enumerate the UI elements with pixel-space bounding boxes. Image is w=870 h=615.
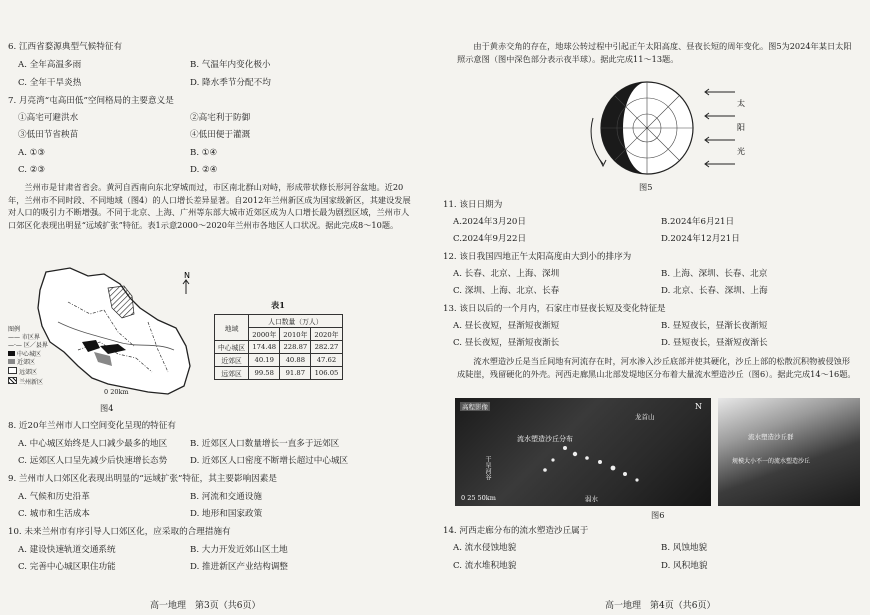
q11-option-a: A.2024年3月20日 <box>453 217 526 227</box>
table-cell: 99.58 <box>249 367 280 380</box>
q7-item-3: ③低田节省秧苗 <box>18 130 79 140</box>
legend-central <box>8 351 48 359</box>
q7-option-a: A. ①③ <box>18 148 46 158</box>
q10-option-c: C. 完善中心城区职住功能 <box>18 562 116 572</box>
q13-option-b: B. 昼短夜长，昼渐长夜渐短 <box>661 321 768 331</box>
legend-new-district <box>8 377 48 387</box>
table-header-population: 人口数量（万人） <box>249 315 342 328</box>
sunlight-char-1: 太 <box>737 99 745 108</box>
table-cell: 228.87 <box>280 341 311 354</box>
left-photo-label-river: 弱水 <box>585 495 598 503</box>
left-photo-label-dunes: 流水塑造沙丘分布 <box>517 435 573 443</box>
q12-stem: 12. 该日我国四地正午太阳高度由大到小的排序为 <box>443 252 632 262</box>
population-table <box>214 314 343 380</box>
q9-option-d: D. 地形和国家政策 <box>190 509 263 519</box>
left-photo-tag: 高程影像 <box>462 403 488 411</box>
q8-option-a: A. 中心城区始终是人口减少最多的地区 <box>18 439 168 449</box>
table-cell: 40.19 <box>249 354 280 367</box>
left-photo-mountain: 龙首山 <box>635 413 655 421</box>
legend-new-label: 兰州新区 <box>19 379 44 387</box>
q13-stem: 13. 该日以后的一个月内，石家庄市昼夜长短及变化特征是 <box>443 304 666 314</box>
figure-6-caption: 图6 <box>651 510 665 520</box>
table-cell: 91.87 <box>280 367 311 380</box>
left-photo-dune-dots <box>455 398 711 506</box>
legend-city-boundary: —— 市区界 <box>8 334 40 342</box>
q6-stem: 6. 江西省婺源典型气候特征有 <box>8 42 123 52</box>
q11-stem: 11. 该日日期为 <box>443 200 503 210</box>
figure-5-caption: 图5 <box>639 182 653 192</box>
q14-option-a: A. 流水侵蚀地貌 <box>453 543 517 553</box>
table-cell: 47.62 <box>311 354 342 367</box>
map-scale: 0 20km <box>104 388 129 396</box>
table-1-title: 表1 <box>271 300 285 310</box>
q6-option-d: D. 降水季节分配不均 <box>190 78 271 88</box>
q14-option-c: C. 流水堆积地貌 <box>453 561 517 571</box>
left-photo-label-valley: 干旱河谷 <box>484 456 491 480</box>
q7-option-c: C. ②③ <box>18 165 46 175</box>
figure-4-caption: 图4 <box>100 403 114 413</box>
table-year-2000: 2000年 <box>249 328 280 341</box>
table-row <box>215 367 343 380</box>
sunlight-arrows <box>705 89 735 167</box>
q11-option-b: B.2024年6月21日 <box>661 217 735 227</box>
legend-exurban-swatch <box>8 367 17 374</box>
legend-exurban-label: 远郊区 <box>19 369 38 377</box>
q10-stem: 10. 未来兰州市有序引导人口郊区化，应采取的合理措施有 <box>8 527 231 537</box>
table-header-region: 地域 <box>215 315 249 341</box>
legend-central-label: 中心城区 <box>17 350 42 358</box>
q7-stem: 7. 月亮湾“屯高田低”空间格局的主要意义是 <box>8 96 174 106</box>
q7-option-b: B. ①④ <box>190 148 218 158</box>
legend-suburban-swatch <box>8 359 15 364</box>
q13-option-c: C. 昼长夜短，昼渐短夜渐长 <box>453 338 560 348</box>
q12-option-a: A. 长春、北京、上海、深圳 <box>453 269 560 279</box>
sunlight-char-2: 阳 <box>737 123 745 132</box>
q7-item-2: ②高宅利于防御 <box>190 113 251 123</box>
rotation-arrowhead-icon <box>600 160 606 166</box>
right-photo-label-sizes: 规模大小不一的流水塑造沙丘 <box>732 458 811 465</box>
q12-option-d: D. 北京、长春、深圳、上海 <box>661 286 768 296</box>
table-cell: 282.27 <box>311 341 342 354</box>
q7-item-4: ④低田便于灌溉 <box>190 130 251 140</box>
table-year-2010: 2010年 <box>280 328 311 341</box>
dune-passage: 流水塑造沙丘是当丘间地有河流存在时，河水渗入沙丘底部并使其硬化，沙丘上部的松散沉积物被侵蚀形成陡崖，残留硬化的外壳。河西走廊黑山北部发堤地区分布着大量流水塑造沙丘（图6）。据此完成14～16题。 <box>457 356 856 379</box>
q9-option-c: C. 城市和生活成本 <box>18 509 90 519</box>
q10-option-a: A. 建设快速轨道交通系统 <box>18 545 116 555</box>
north-arrow-shaft <box>183 280 189 294</box>
earth-illumination-diagram <box>585 78 755 178</box>
q13-option-a: A. 昼长夜短，昼渐短夜渐短 <box>453 321 560 331</box>
q12-option-b: B. 上海、深圳、长春、北京 <box>661 269 768 279</box>
legend-new-swatch <box>8 377 17 384</box>
q8-stem: 8. 近20年兰州市人口空间变化呈现的特征有 <box>8 421 176 431</box>
q10-option-d: D. 推进新区产业结构调整 <box>190 562 288 572</box>
q14-option-b: B. 风蚀地貌 <box>661 543 708 553</box>
page-3-footer: 高一地理 第3页（共6页） <box>150 601 261 611</box>
solar-passage: 由于黄赤交角的存在，地球公转过程中引起正午太阳高度、昼夜长短的周年变化。图5为2024年某日太阳照示意图（图中深色部分表示夜半球）。据此完成11～13题。 <box>457 41 852 64</box>
table-cell-region: 近郊区 <box>215 354 249 367</box>
q11-option-c: C.2024年9月22日 <box>453 234 527 244</box>
q12-option-c: C. 深圳、上海、北京、长春 <box>453 286 560 296</box>
q6-option-b: B. 气温年内变化极小 <box>190 60 271 70</box>
figure-6-left-photo <box>455 398 711 506</box>
q11-option-d: D.2024年12月21日 <box>661 234 740 244</box>
right-photo-label-group: 流水塑造沙丘群 <box>748 433 794 441</box>
table-cell: 174.48 <box>249 341 280 354</box>
q7-item-1: ①高宅可避洪水 <box>18 113 79 123</box>
table-row <box>215 341 343 354</box>
table-year-2020: 2020年 <box>311 328 342 341</box>
q14-stem: 14. 河西走廊分布的流水塑造沙丘属于 <box>443 526 589 536</box>
q10-option-b: B. 大力开发近郊山区土地 <box>190 545 288 555</box>
left-photo-north-icon: N <box>695 402 702 411</box>
table-cell-region: 中心城区 <box>215 341 249 354</box>
q6-option-a: A. 全年高温多雨 <box>18 60 82 70</box>
q13-option-d: D. 昼短夜长，昼渐短夜渐长 <box>661 338 768 348</box>
q8-option-c: C. 远郊区人口呈先减少后快速增长态势 <box>18 456 168 466</box>
legend-suburban <box>8 359 48 367</box>
legend-title: 图例 <box>8 326 21 333</box>
figure-5-sunlight <box>585 78 755 178</box>
sunlight-char-3: 光 <box>737 147 745 156</box>
table-cell: 106.05 <box>311 367 342 380</box>
legend-exurban <box>8 367 48 377</box>
table-cell-region: 远郊区 <box>215 367 249 380</box>
table-cell: 40.88 <box>280 354 311 367</box>
map-legend <box>8 326 48 387</box>
q8-option-b: B. 近郊区人口数量增长一直多于远郊区 <box>190 439 340 449</box>
left-photo-scale: 0 25 50km <box>461 494 496 502</box>
q8-option-d: D. 近郊区人口密度不断增长超过中心城区 <box>190 456 349 466</box>
q6-option-c: C. 全年干旱炎热 <box>18 78 82 88</box>
lanzhou-passage: 兰州市是甘肃省省会。黄河自西南向东北穿城而过，市区南北群山对峙，形成带状修长形河谷盆地。近20年，兰州市不同时段、不同地域（图4）的人口增长差异显著。自2012年兰州新区成为国家级新区，其建设发展对人口的吸引力不断增强。不同于北京、上海、广州等东部大城市近郊区成为人口增长最为剧烈区域，兰州市人口郊区化表现出明显“远域扩张”特征。表1示意2000～2020年兰州市各地区人口状况。据此完成8～10题。 <box>8 182 411 230</box>
legend-county-boundary: —·— 区／县界 <box>8 342 48 350</box>
north-arrow-icon: N <box>184 271 190 280</box>
legend-central-swatch <box>8 351 15 356</box>
q9-option-a: A. 气候和历史沿革 <box>18 492 90 502</box>
table-row <box>215 354 343 367</box>
figure-4-map <box>8 262 203 400</box>
figure-6-right-photo <box>718 398 860 506</box>
q14-option-d: D. 风积地貌 <box>661 561 708 571</box>
q9-option-b: B. 河流和交通设施 <box>190 492 262 502</box>
legend-suburban-label: 近郊区 <box>17 358 36 366</box>
page-4-footer: 高一地理 第4页（共6页） <box>605 601 716 611</box>
q7-option-d: D. ②④ <box>190 165 218 175</box>
right-page <box>435 0 870 615</box>
q9-stem: 9. 兰州市人口郊区化表现出明显的“远域扩张”特征，其主要影响因素是 <box>8 474 277 484</box>
